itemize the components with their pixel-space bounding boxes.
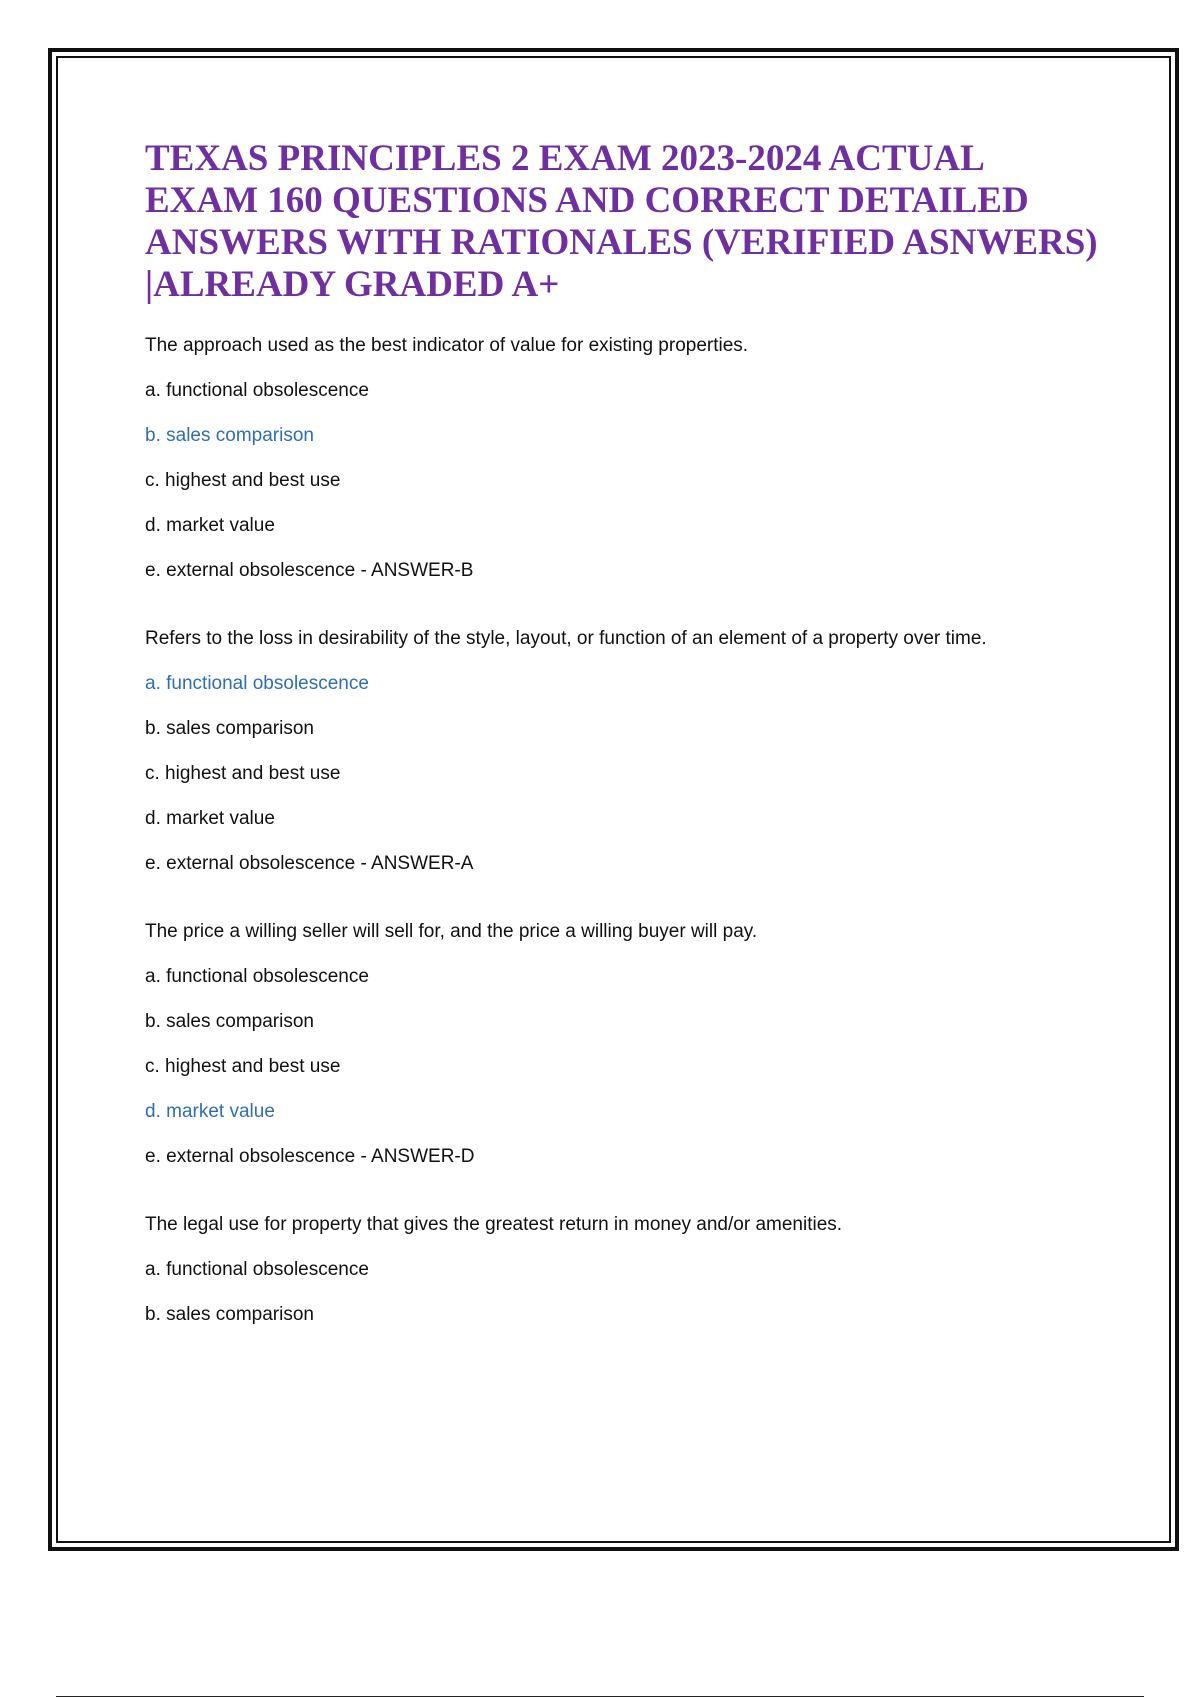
question-block-4 xyxy=(145,1213,1105,1327)
question-text: The price a willing seller will sell for, and the price a willing buyer will pay. xyxy=(145,921,758,942)
option-e-answer: e. external obsolescence - ANSWER-B xyxy=(145,560,474,581)
option-c: c. highest and best use xyxy=(145,470,341,491)
option-b-highlighted: b. sales comparison xyxy=(145,425,314,446)
option-e-answer: e. external obsolescence - ANSWER-D xyxy=(145,1146,475,1167)
option-a: a. functional obsolescence xyxy=(145,380,369,401)
option-d: d. market value xyxy=(145,515,275,536)
option-c: c. highest and best use xyxy=(145,1056,341,1077)
option-a: a. functional obsolescence xyxy=(145,966,369,987)
document-content xyxy=(145,138,1105,1371)
option-b: b. sales comparison xyxy=(145,718,314,739)
option-b: b. sales comparison xyxy=(145,1011,314,1032)
question-block-1 xyxy=(145,334,1105,583)
option-e-answer: e. external obsolescence - ANSWER-A xyxy=(145,853,474,874)
option-d: d. market value xyxy=(145,808,275,829)
option-d-highlighted: d. market value xyxy=(145,1101,275,1122)
question-text: The approach used as the best indicator of value for existing properties. xyxy=(145,335,749,356)
footer-rule xyxy=(56,1696,1144,1697)
document-title: TEXAS PRINCIPLES 2 EXAM 2023-2024 ACTUAL EXAM 160 QUESTIONS AND CORRECT DETAILED ANSWERS WITH RATIONALES (VERIFIED ASNWERS) |ALREADY GRADED A+ xyxy=(145,138,1098,305)
option-c: c. highest and best use xyxy=(145,763,341,784)
option-b: b. sales comparison xyxy=(145,1304,314,1325)
option-a-highlighted: a. functional obsolescence xyxy=(145,673,369,694)
question-text: The legal use for property that gives the greatest return in money and/or amenities. xyxy=(145,1214,843,1235)
question-block-2 xyxy=(145,627,1105,876)
question-block-3 xyxy=(145,920,1105,1169)
question-text: Refers to the loss in desirability of the style, layout, or function of an element of a property over time. xyxy=(145,628,987,649)
option-a: a. functional obsolescence xyxy=(145,1259,369,1280)
